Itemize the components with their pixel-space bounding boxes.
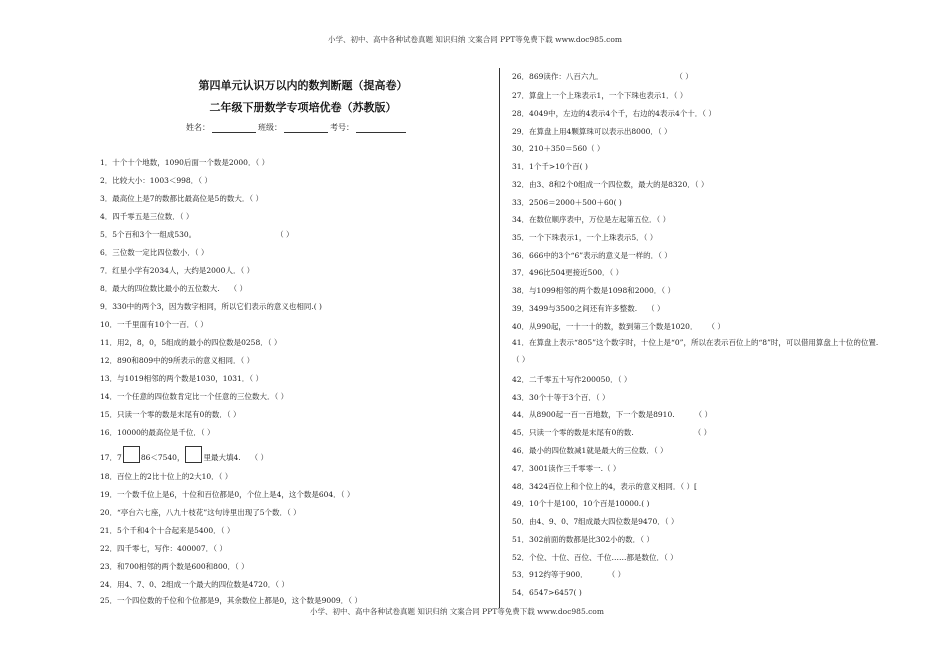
question-item: 1．十个十个地数，1090后面一个数是2000．（ ） xyxy=(100,158,270,167)
question-item: 23．和700相邻的两个数是600和800．（ ） xyxy=(100,562,249,571)
class-label: 班级： xyxy=(258,123,282,132)
question-item: 51．302前面的数都是比302小的数．（ ） xyxy=(512,535,654,544)
question-item: 47．3001读作三千零零一.（ ） xyxy=(512,464,621,473)
question-item: 49．10个十是100，10个百是10000.( ) xyxy=(512,499,650,508)
question-item: 53．912约等于900． （ ） xyxy=(512,570,626,579)
question-item: 16．10000的最高位是千位．（ ） xyxy=(100,428,215,437)
question-item: 44．从8900起一百一百地数，下一个数是8910. （ ） xyxy=(512,410,712,419)
question-item: 42．二千零五十写作200050．（ ） xyxy=(512,375,632,384)
name-label: 姓名： xyxy=(186,123,210,132)
question-item: 27．算盘上一个上珠表示1，一个下珠也表示1．（ ） xyxy=(512,91,688,100)
question-item: 39．3499与3500之间还有许多整数. （ ） xyxy=(512,304,665,313)
question-item-41: 41．在算盘上表示“805”这个数字时，十位上是“0”，所以在表示百位上的“8”时，可以借用算盘上十位的位置. （ ） xyxy=(512,338,879,364)
answer-box[interactable] xyxy=(185,446,202,463)
exam-no-label: 考号： xyxy=(330,123,354,132)
question-item: 37．496比504更接近500．（ ） xyxy=(512,268,624,277)
question-item: 50．由4、9、0、7组成最大四位数是9470．（ ） xyxy=(512,517,679,526)
question-item: 22．四千零七，写作：400007．（ ） xyxy=(100,544,227,553)
question-item: 13．与1019相邻的两个数是1030，1031．（ ） xyxy=(100,374,263,383)
question-item: 20．“亭台六七座，八九十枝花”这句诗里出现了5个数．（ ） xyxy=(100,508,301,517)
question-item: 6．三位数一定比四位数小．（ ） xyxy=(100,248,209,257)
page-footer-text: 小学、初中、高中各种试卷真题 知识归纳 文案合同 PPT等免费下载 www.doc985.com xyxy=(310,607,604,616)
question-item: 46．最小的四位数减1就是最大的三位数．（ ） xyxy=(512,446,668,455)
question-item: 33．2506＝2000＋500＋60( ) xyxy=(512,198,622,207)
question-item: 14．一个任意的四位数肯定比一个任意的三位数大．（ ） xyxy=(100,392,289,401)
question-item: 45．只读一个零的数是末尾有0的数. （ ） xyxy=(512,428,712,437)
student-info-row xyxy=(186,122,408,133)
page-header-text: 小学、初中、高中各种试卷真题 知识归纳 文案合同 PPT等免费下载 www.doc985.com xyxy=(328,35,622,44)
question-item: 19．一个数千位上是6，十位和百位都是0，个位上是4，这个数是604．（ ） xyxy=(100,490,355,499)
question-item: 21．5个千和4个十合起来是5400．（ ） xyxy=(100,526,235,535)
exam-no-blank[interactable] xyxy=(356,122,406,133)
question-item: 25．一个四位数的千位和个位都是9，其余数位上都是0，这个数是9009．（ ） xyxy=(100,596,362,605)
question-item: 2．比较大小：1003＜998．（ ） xyxy=(100,176,212,185)
question-item: 35．一个下珠表示1，一个上珠表示5．（ ） xyxy=(512,233,658,242)
question-item: 15．只读一个零的数是末尾有0的数．（ ） xyxy=(100,410,241,419)
question-item: 5．5个百和3个一组成530。 （ ） xyxy=(100,230,294,239)
question-item: 54．6547>6457( ) xyxy=(512,588,582,597)
question-item: 8．最大的四位数比最小的五位数大. （ ） xyxy=(100,284,248,293)
question-item: 52．个位、十位、百位、千位……都是数位．（ ） xyxy=(512,553,678,562)
question-item: 34．在数位顺序表中，万位是左起第五位．（ ） xyxy=(512,215,671,224)
question-item: 31．1个千>10个百( ) xyxy=(512,162,588,171)
question-item: 29．在算盘上用4颗算珠可以表示出8000．（ ） xyxy=(512,127,672,136)
question-item: 7．红星小学有2034人，大约是2000人．（ ） xyxy=(100,266,255,275)
class-blank[interactable] xyxy=(284,122,328,133)
question-item: 12．890和809中的9所表示的意义相同．（ ） xyxy=(100,356,255,365)
question-item: 38．与1099相邻的两个数是1098和2000．（ ） xyxy=(512,286,675,295)
question-item: 4．四千零五是三位数．（ ） xyxy=(100,212,194,221)
question-item: 48．3424百位上和个位上的4，表示的意义相同．（ ）[ xyxy=(512,482,697,491)
question-item: 9．330中的两个3，因为数字相同，所以它们表示的意义也相同.( ) xyxy=(100,302,322,311)
question-item: 28．4049中，左边的4表示4个千，右边的4表示4个十．（ ） xyxy=(512,109,716,118)
question-item: 24．用4、7、0、2组成一个最大的四位数是4720．（ ） xyxy=(100,580,289,589)
question-item: 43．30个十等于3个百．（ ） xyxy=(512,393,610,402)
question-item: 3．最高位上是7的数都比最高位是5的数大．（ ） xyxy=(100,194,263,203)
name-blank[interactable] xyxy=(212,122,256,133)
question-item: 10．一千里面有10个一百．（ ） xyxy=(100,320,208,329)
question-item: 11．用2，8，0，5组成的最小的四位数是0258．（ ） xyxy=(100,338,282,347)
exam-subtitle: 二年级下册数学专项培优卷（苏教版） xyxy=(209,101,397,114)
question-item-17: 17．7 86＜7540， 里最大填4. （ ） xyxy=(100,446,268,463)
exam-title: 第四单元认识万以内的数判断题（提高卷） xyxy=(198,79,408,92)
question-item: 18．百位上的2比十位上的2大10．（ ） xyxy=(100,472,233,481)
column-divider xyxy=(499,68,500,608)
question-item: 36．666中的3个“6”表示的意义是一样的．（ ） xyxy=(512,251,672,260)
question-item: 40．从990起，一十一十的数，数到第三个数是1020． （ ） xyxy=(512,322,725,331)
question-item: 30．210＋350＝560（ ） xyxy=(512,144,605,153)
question-item: 26．869读作：八百六九． （ ） xyxy=(512,72,693,81)
answer-box[interactable] xyxy=(123,446,140,463)
question-item: 32．由3、8和2个0组成一个四位数，最大的是8320．（ ） xyxy=(512,180,709,189)
